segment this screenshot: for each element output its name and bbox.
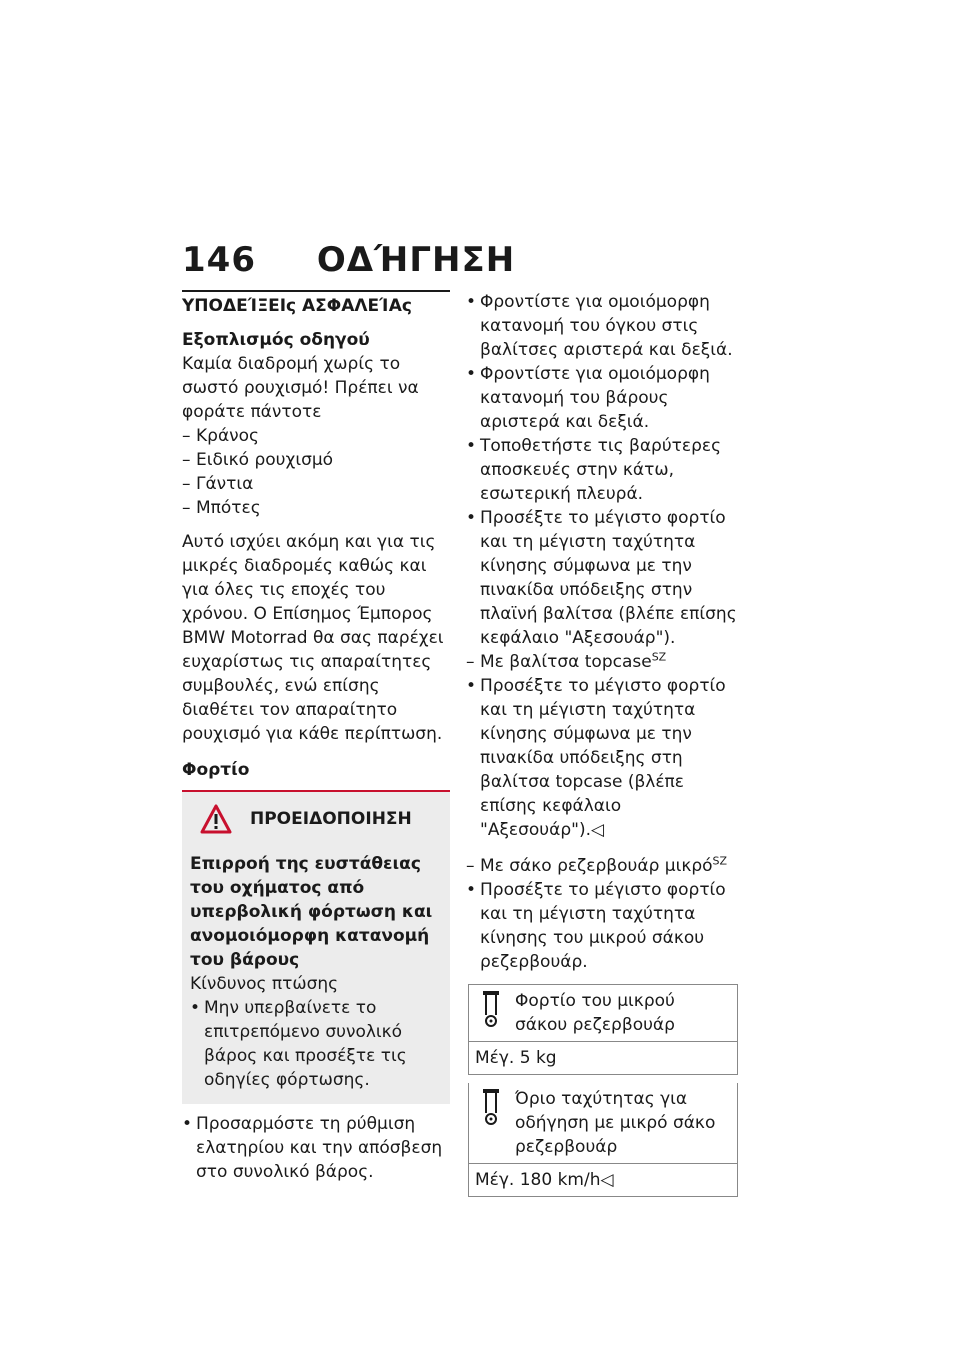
spec-value: Μέγ. 5 kg: [469, 1041, 737, 1074]
right-column: [466, 290, 738, 1197]
list-item: • Προσέξτε το μέγιστο φορτίο και τη μέγιστη ταχύτητα κίνησης σύμφωνα με την πινακίδα υπόδειξης στην πλαϊνή βαλίτσα (βλέπε επίσης κεφάλαιο "Αξεσουάρ").: [466, 506, 738, 650]
warning-box: [182, 792, 450, 1104]
list-item: • Τοποθετήστε τις βαρύτερες αποσκευές στην κάτω, εσωτερική πλευρά.: [466, 434, 738, 506]
tank-bag-icon: [475, 1087, 505, 1127]
warning-title: ΠΡΟΕΙΔΟΠΟΙΗΣΗ: [250, 809, 412, 829]
warning-subject: Επιρροή της ευστάθειας του οχήματος από υπερβολική φόρτωση και ανομοιόμορφη κατανομή του βάρους: [190, 854, 433, 970]
intro-text: Καμία διαδρομή χωρίς το σωστό ρουχισμό! Πρέπει να φοράτε πάντοτε: [182, 354, 419, 422]
spec-row: [469, 985, 737, 1041]
cargo-heading: Φορτίο: [182, 760, 250, 780]
spec-box-load: [468, 984, 738, 1075]
list-item: – Κράνος: [182, 424, 450, 448]
chapter-title: ΟΔΉΓΗΣΗ: [316, 240, 516, 280]
list-item: – Ειδικό ρουχισμό: [182, 448, 450, 472]
sub-heading: Εξοπλισμός οδηγού: [182, 330, 370, 350]
list-item: • Φροντίστε για ομοιόμορφη κατανομή του όγκου στις βαλίτσες αριστερά και δεξιά.: [466, 290, 738, 362]
warning-risk: Κίνδυνος πτώσης: [190, 974, 339, 994]
list-item: – Μπότες: [182, 496, 450, 520]
list-item: [466, 650, 738, 674]
list-item: – Γάντια: [182, 472, 450, 496]
spec-label: Όριο ταχύτητας για οδήγηση με μικρό σάκο ρεζερβουάρ: [515, 1089, 716, 1157]
list-item: • Προσέξτε το μέγιστο φορτίο και τη μέγιστη ταχύτητα κίνησης σύμφωνα με την πινακίδα υπόδειξης στη βαλίτσα topcase (βλέπε επίσης κεφάλαιο "Αξεσουάρ").◁: [466, 674, 738, 842]
option-label: Με βαλίτσα topcase: [480, 652, 652, 672]
list-item: • Προσέξτε το μέγιστο φορτίο και τη μέγιστη ταχύτητα κίνησης του μικρού σάκου ρεζερβουάρ.: [466, 878, 738, 974]
tank-bag-icon: [475, 989, 505, 1029]
warning-triangle-icon: [200, 804, 232, 834]
paragraph: Αυτό ισχύει ακόμη και για τις μικρές διαδρομές καθώς και για όλες τις εποχές του χρόνου. Ο Επίσημος Έμπορος BMW Motorrad θα σας παρέχει ευχαρίστως τις απαραίτητες συμβουλές, ενώ επίσης διαθέτει τον απαραίτητο ρουχισμό για κάθε περίπτωση.: [182, 532, 444, 744]
list-item: [466, 854, 738, 878]
option-superscript: SZ: [712, 854, 728, 868]
spec-value: Μέγ. 180 km/h◁: [469, 1163, 737, 1196]
page-header: [182, 240, 515, 280]
left-column: [182, 290, 450, 1184]
option-label: Με σάκο ρεζερβουάρ μικρό: [480, 856, 713, 876]
spec-label: Φορτίο του μικρού σάκου ρεζερβουάρ: [515, 991, 675, 1035]
spec-row: [469, 1083, 737, 1163]
section-title: ΥΠΟΔΕΊΞΕΙς ΑΣΦΑΛΕΊΑς: [182, 290, 450, 318]
spec-box-speed: [468, 1083, 738, 1197]
page-number: 146: [182, 240, 256, 280]
list-item: • Φροντίστε για ομοιόμορφη κατανομή του βάρους αριστερά και δεξιά.: [466, 362, 738, 434]
warning-header: [190, 804, 440, 834]
warning-bullet: • Μην υπερβαίνετε το επιτρεπόμενο συνολικό βάρος και προσέξτε τις οδηγίες φόρτωσης.: [190, 996, 440, 1092]
option-superscript: SZ: [651, 650, 667, 664]
list-item: • Προσαρμόστε τη ρύθμιση ελατηρίου και την απόσβεση στο συνολικό βάρος.: [182, 1112, 450, 1184]
